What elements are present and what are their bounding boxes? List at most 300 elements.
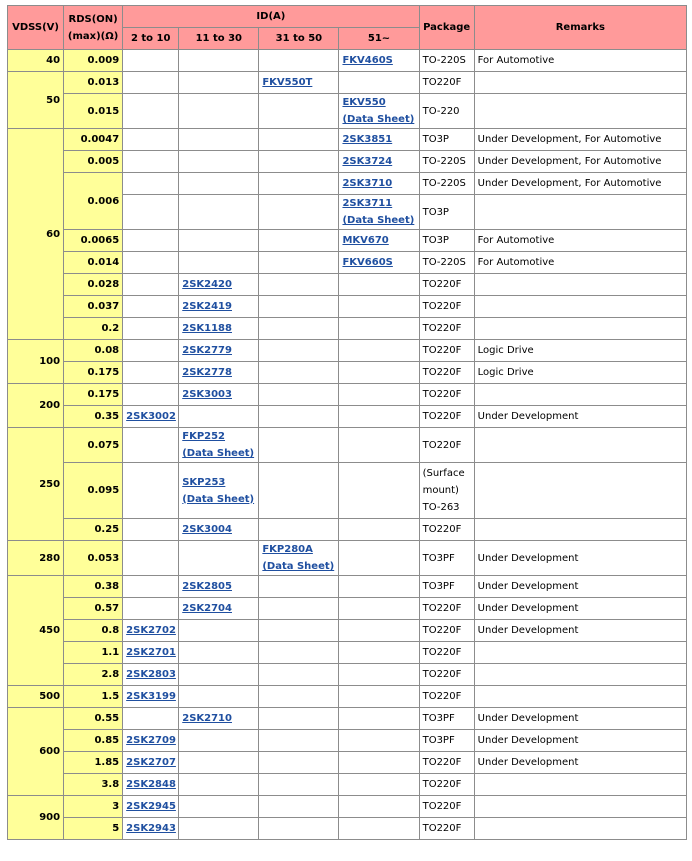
remarks-cell — [475, 664, 686, 685]
part-number-link[interactable]: 2SK3724 — [342, 156, 393, 167]
vdss-cell: 100 — [8, 340, 63, 383]
table-row — [8, 774, 686, 795]
rds-cell: 5 — [64, 818, 122, 839]
part-number-link[interactable]: 2SK3004 — [182, 524, 232, 535]
id-cell — [259, 642, 338, 663]
package-cell: TO220F — [420, 752, 474, 773]
rds-cell: 0.35 — [64, 406, 122, 427]
id-cell — [123, 686, 178, 707]
rds-header-line1: RDS(ON) — [68, 13, 118, 25]
package-cell: TO220F — [420, 274, 474, 295]
package-cell: TO220F — [420, 796, 474, 817]
rds-cell: 1.85 — [64, 752, 122, 773]
part-number-link[interactable]: 2SK2419 — [182, 301, 232, 312]
table-row — [8, 173, 686, 194]
package-cell: (Surface mount) TO-263 — [420, 463, 474, 518]
part-number-link[interactable]: FKP252 — [182, 431, 226, 442]
id-cell — [259, 598, 338, 619]
id-cell — [339, 708, 418, 729]
id-header: ID(A) — [123, 6, 418, 27]
rds-cell: 0.25 — [64, 519, 122, 540]
part-number-link[interactable]: FKV550T — [262, 77, 313, 88]
id-cell — [259, 129, 338, 150]
package-cell: TO220F — [420, 384, 474, 405]
remarks-cell — [475, 274, 686, 295]
id-cell — [259, 173, 338, 194]
id-cell — [339, 252, 418, 273]
part-number-link[interactable]: 2SK2945 — [126, 801, 176, 812]
part-number-link[interactable]: 2SK2779 — [182, 345, 232, 356]
id-cell — [179, 230, 258, 251]
part-number-link[interactable]: 2SK2803 — [126, 669, 176, 680]
id-cell — [179, 362, 258, 383]
part-number-link[interactable]: FKV460S — [342, 55, 393, 66]
id-cell — [123, 129, 178, 150]
table-row — [8, 94, 686, 128]
id-cell — [259, 686, 338, 707]
table-row — [8, 642, 686, 663]
id-cell — [179, 340, 258, 361]
id-cell — [123, 576, 178, 597]
remarks-cell — [475, 774, 686, 795]
id-cell — [123, 94, 178, 128]
id-cell — [123, 230, 178, 251]
id-cell — [339, 318, 418, 339]
id-cell — [123, 708, 178, 729]
id-cell — [179, 541, 258, 575]
id-range-header: 2 to 10 — [123, 28, 178, 49]
rds-cell: 0.005 — [64, 151, 122, 172]
vdss-cell: 600 — [8, 708, 63, 795]
id-cell — [339, 274, 418, 295]
table-row — [8, 318, 686, 339]
id-cell — [179, 598, 258, 619]
table-row — [8, 72, 686, 93]
vdss-header: VDSS(V) — [8, 6, 63, 49]
rds-cell: 0.053 — [64, 541, 122, 575]
rds-cell: 0.175 — [64, 384, 122, 405]
part-number-link[interactable]: MKV670 — [342, 235, 389, 246]
table-row — [8, 129, 686, 150]
id-cell — [259, 519, 338, 540]
part-number-link[interactable]: 2SK2420 — [182, 279, 232, 290]
id-cell — [123, 598, 178, 619]
id-cell — [339, 151, 418, 172]
id-cell — [259, 340, 338, 361]
datasheet-link[interactable]: (Data Sheet) — [182, 448, 255, 459]
part-number-link[interactable]: 2SK2701 — [126, 647, 176, 658]
id-cell — [259, 620, 338, 641]
id-cell — [179, 620, 258, 641]
remarks-cell — [475, 428, 686, 462]
remarks-cell: Under Development, For Automotive — [475, 129, 686, 150]
id-cell — [339, 296, 418, 317]
id-cell — [123, 151, 178, 172]
table-row — [8, 576, 686, 597]
part-number-link[interactable]: FKV660S — [342, 257, 393, 268]
id-cell — [259, 796, 338, 817]
id-cell — [339, 384, 418, 405]
id-cell — [339, 796, 418, 817]
part-number-link[interactable]: 2SK2710 — [182, 713, 232, 724]
id-cell — [339, 664, 418, 685]
id-cell — [179, 129, 258, 150]
remarks-cell: Under Development — [475, 708, 686, 729]
vdss-cell: 500 — [8, 686, 63, 707]
rds-cell: 2.8 — [64, 664, 122, 685]
datasheet-link[interactable]: (Data Sheet) — [182, 493, 255, 505]
id-cell — [259, 195, 338, 229]
part-number-link[interactable]: 2SK3199 — [126, 691, 176, 702]
part-number-link[interactable]: 2SK3002 — [126, 411, 176, 422]
id-cell — [179, 519, 258, 540]
id-cell — [259, 362, 338, 383]
remarks-cell: Logic Drive — [475, 340, 686, 361]
id-cell — [123, 664, 178, 685]
table-row — [8, 296, 686, 317]
package-cell: TO-220S — [420, 252, 474, 273]
part-number-link[interactable]: 2SK3710 — [342, 178, 393, 189]
table-row — [8, 708, 686, 729]
table-row — [8, 463, 686, 518]
id-range-header: 31 to 50 — [259, 28, 338, 49]
id-cell — [339, 129, 418, 150]
id-cell — [339, 730, 418, 751]
datasheet-link[interactable]: (Data Sheet) — [342, 114, 415, 125]
vdss-cell: 40 — [8, 50, 63, 71]
table-body — [8, 50, 686, 839]
rds-cell: 0.57 — [64, 598, 122, 619]
id-cell — [259, 752, 338, 773]
package-cell: TO220F — [420, 519, 474, 540]
id-range-header: 11 to 30 — [179, 28, 258, 49]
rds-cell: 0.85 — [64, 730, 122, 751]
id-cell — [339, 541, 418, 575]
id-cell — [259, 406, 338, 427]
part-number-link[interactable]: SKP253 — [182, 476, 226, 488]
id-cell — [259, 252, 338, 273]
remarks-cell: Under Development — [475, 406, 686, 427]
part-number-link[interactable]: FKP280A — [262, 544, 313, 555]
id-cell — [179, 195, 258, 229]
part-number-link[interactable]: 2SK2702 — [126, 625, 176, 636]
id-cell — [123, 384, 178, 405]
table-row — [8, 230, 686, 251]
remarks-cell: Under Development, For Automotive — [475, 151, 686, 172]
rds-cell: 1.1 — [64, 642, 122, 663]
remarks-cell — [475, 519, 686, 540]
id-cell — [123, 541, 178, 575]
remarks-cell — [475, 94, 686, 128]
part-number-link[interactable]: 2SK2709 — [126, 735, 176, 746]
vdss-cell: 50 — [8, 72, 63, 128]
part-number-link[interactable]: 2SK2778 — [182, 367, 232, 378]
package-cell: TO220F — [420, 642, 474, 663]
remarks-header: Remarks — [475, 6, 686, 49]
remarks-cell: Under Development — [475, 620, 686, 641]
id-cell — [259, 664, 338, 685]
table-row — [8, 752, 686, 773]
id-cell — [179, 50, 258, 71]
id-cell — [339, 94, 418, 128]
id-cell — [179, 274, 258, 295]
part-number-link[interactable]: 2SK2805 — [182, 581, 232, 592]
rds-cell: 0.08 — [64, 340, 122, 361]
id-cell — [179, 94, 258, 128]
vdss-cell: 250 — [8, 428, 63, 540]
table-row — [8, 406, 686, 427]
id-cell — [339, 576, 418, 597]
id-cell — [259, 576, 338, 597]
table-row — [8, 541, 686, 575]
part-number-link[interactable]: 2SK2848 — [126, 779, 176, 790]
package-cell: TO220F — [420, 406, 474, 427]
package-cell: TO3PF — [420, 576, 474, 597]
id-cell — [123, 620, 178, 641]
remarks-cell — [475, 796, 686, 817]
package-cell: TO3P — [420, 129, 474, 150]
table-row — [8, 384, 686, 405]
table-row — [8, 664, 686, 685]
id-cell — [339, 230, 418, 251]
id-cell — [259, 94, 338, 128]
package-cell: TO220F — [420, 362, 474, 383]
table-row — [8, 686, 686, 707]
id-cell — [339, 818, 418, 839]
table-row — [8, 340, 686, 361]
package-cell: TO220F — [420, 428, 474, 462]
package-cell: TO220F — [420, 620, 474, 641]
package-cell: TO-220S — [420, 151, 474, 172]
part-number-link[interactable]: 2SK1188 — [182, 323, 232, 334]
id-cell — [179, 406, 258, 427]
id-cell — [339, 50, 418, 71]
id-cell — [123, 274, 178, 295]
id-cell — [179, 708, 258, 729]
id-cell — [179, 151, 258, 172]
id-cell — [339, 642, 418, 663]
id-cell — [123, 406, 178, 427]
rds-cell: 0.38 — [64, 576, 122, 597]
rds-cell: 3.8 — [64, 774, 122, 795]
id-cell — [179, 664, 258, 685]
remarks-cell: For Automotive — [475, 230, 686, 251]
id-cell — [123, 318, 178, 339]
rds-cell: 0.028 — [64, 274, 122, 295]
id-cell — [123, 642, 178, 663]
table-row — [8, 598, 686, 619]
rds-cell: 0.006 — [64, 173, 122, 229]
id-range-header: 51~ — [339, 28, 418, 49]
id-cell — [259, 318, 338, 339]
remarks-cell — [475, 818, 686, 839]
id-cell — [259, 72, 338, 93]
id-cell — [339, 340, 418, 361]
part-number-link[interactable]: 2SK2704 — [182, 603, 232, 614]
part-number-link[interactable]: 2SK2707 — [126, 757, 176, 768]
rds-cell: 0.009 — [64, 50, 122, 71]
id-cell — [179, 730, 258, 751]
remarks-cell: Under Development — [475, 752, 686, 773]
id-cell — [259, 50, 338, 71]
package-cell: TO3PF — [420, 730, 474, 751]
id-cell — [123, 340, 178, 361]
id-cell — [123, 50, 178, 71]
id-cell — [259, 428, 338, 462]
table-row — [8, 151, 686, 172]
table-row — [8, 796, 686, 817]
package-cell: TO220F — [420, 72, 474, 93]
remarks-cell: Under Development — [475, 730, 686, 751]
id-cell — [179, 796, 258, 817]
remarks-cell — [475, 384, 686, 405]
id-cell — [339, 620, 418, 641]
id-cell — [259, 384, 338, 405]
table-row — [8, 818, 686, 839]
id-cell — [179, 752, 258, 773]
id-cell — [123, 362, 178, 383]
part-number-link[interactable]: 2SK3003 — [182, 389, 232, 400]
remarks-cell: Under Development — [475, 541, 686, 575]
id-cell — [123, 72, 178, 93]
id-cell — [123, 173, 178, 194]
rds-cell: 0.075 — [64, 428, 122, 462]
id-cell — [259, 274, 338, 295]
remarks-cell — [475, 72, 686, 93]
mosfet-table — [7, 5, 687, 840]
datasheet-link[interactable]: (Data Sheet) — [342, 215, 415, 226]
vdss-cell: 280 — [8, 541, 63, 575]
package-cell: TO-220 — [420, 94, 474, 128]
id-cell — [259, 230, 338, 251]
rds-header — [64, 6, 122, 49]
id-cell — [339, 686, 418, 707]
id-cell — [339, 752, 418, 773]
id-cell — [123, 752, 178, 773]
remarks-cell: Under Development — [475, 576, 686, 597]
vdss-cell: 200 — [8, 384, 63, 427]
id-cell — [339, 362, 418, 383]
id-cell — [179, 686, 258, 707]
id-cell — [179, 576, 258, 597]
rds-cell: 0.0047 — [64, 129, 122, 150]
package-cell: TO3P — [420, 195, 474, 229]
id-cell — [123, 428, 178, 462]
id-cell — [259, 151, 338, 172]
id-cell — [259, 774, 338, 795]
id-cell — [259, 708, 338, 729]
table-row — [8, 428, 686, 462]
id-cell — [259, 818, 338, 839]
rds-cell: 0.015 — [64, 94, 122, 128]
id-cell — [259, 296, 338, 317]
remarks-cell — [475, 463, 686, 518]
remarks-cell: Under Development, For Automotive — [475, 173, 686, 194]
rds-cell: 0.55 — [64, 708, 122, 729]
id-cell — [339, 72, 418, 93]
id-cell — [179, 296, 258, 317]
table-row — [8, 274, 686, 295]
id-cell — [179, 818, 258, 839]
package-cell: TO3PF — [420, 708, 474, 729]
rds-cell: 0.095 — [64, 463, 122, 518]
rds-header-line2: (max)(Ω) — [67, 30, 119, 42]
table-row — [8, 730, 686, 751]
id-cell — [339, 519, 418, 540]
rds-cell: 3 — [64, 796, 122, 817]
remarks-cell: Under Development — [475, 598, 686, 619]
package-cell: TO220F — [420, 318, 474, 339]
package-cell: TO220F — [420, 818, 474, 839]
part-number-link[interactable]: EKV550 — [342, 97, 386, 108]
table-row — [8, 50, 686, 71]
datasheet-link[interactable]: (Data Sheet) — [262, 561, 335, 572]
id-cell — [123, 519, 178, 540]
rds-cell: 0.175 — [64, 362, 122, 383]
rds-cell: 0.037 — [64, 296, 122, 317]
rds-cell: 0.0065 — [64, 230, 122, 251]
id-cell — [179, 173, 258, 194]
remarks-cell — [475, 318, 686, 339]
table-row — [8, 252, 686, 273]
package-cell: TO220F — [420, 664, 474, 685]
id-cell — [123, 774, 178, 795]
remarks-cell — [475, 686, 686, 707]
part-number-link[interactable]: 2SK2943 — [126, 823, 176, 834]
id-cell — [259, 463, 338, 518]
id-cell — [259, 730, 338, 751]
rds-cell: 1.5 — [64, 686, 122, 707]
id-cell — [339, 195, 418, 229]
id-cell — [123, 252, 178, 273]
package-cell: TO3P — [420, 230, 474, 251]
id-cell — [179, 642, 258, 663]
part-number-link[interactable]: 2SK3851 — [342, 134, 393, 145]
id-cell — [179, 318, 258, 339]
remarks-cell: Logic Drive — [475, 362, 686, 383]
id-cell — [179, 463, 258, 518]
id-cell — [339, 463, 418, 518]
package-cell: TO-220S — [420, 50, 474, 71]
package-cell: TO3PF — [420, 541, 474, 575]
id-cell — [179, 384, 258, 405]
table-row — [8, 620, 686, 641]
rds-cell: 0.2 — [64, 318, 122, 339]
id-cell — [179, 428, 258, 462]
rds-cell: 0.014 — [64, 252, 122, 273]
id-cell — [123, 296, 178, 317]
package-cell: TO220F — [420, 598, 474, 619]
package-cell: TO220F — [420, 686, 474, 707]
rds-cell: 0.8 — [64, 620, 122, 641]
vdss-cell: 900 — [8, 796, 63, 839]
id-cell — [259, 541, 338, 575]
package-cell: TO220F — [420, 296, 474, 317]
id-cell — [339, 774, 418, 795]
id-cell — [123, 195, 178, 229]
package-cell: TO220F — [420, 774, 474, 795]
part-number-link[interactable]: 2SK3711 — [342, 198, 393, 209]
remarks-cell: For Automotive — [475, 252, 686, 273]
id-cell — [179, 72, 258, 93]
table-row — [8, 519, 686, 540]
id-cell — [179, 252, 258, 273]
package-header: Package — [420, 6, 474, 49]
id-cell — [123, 818, 178, 839]
table-row — [8, 362, 686, 383]
id-cell — [179, 774, 258, 795]
id-cell — [339, 428, 418, 462]
